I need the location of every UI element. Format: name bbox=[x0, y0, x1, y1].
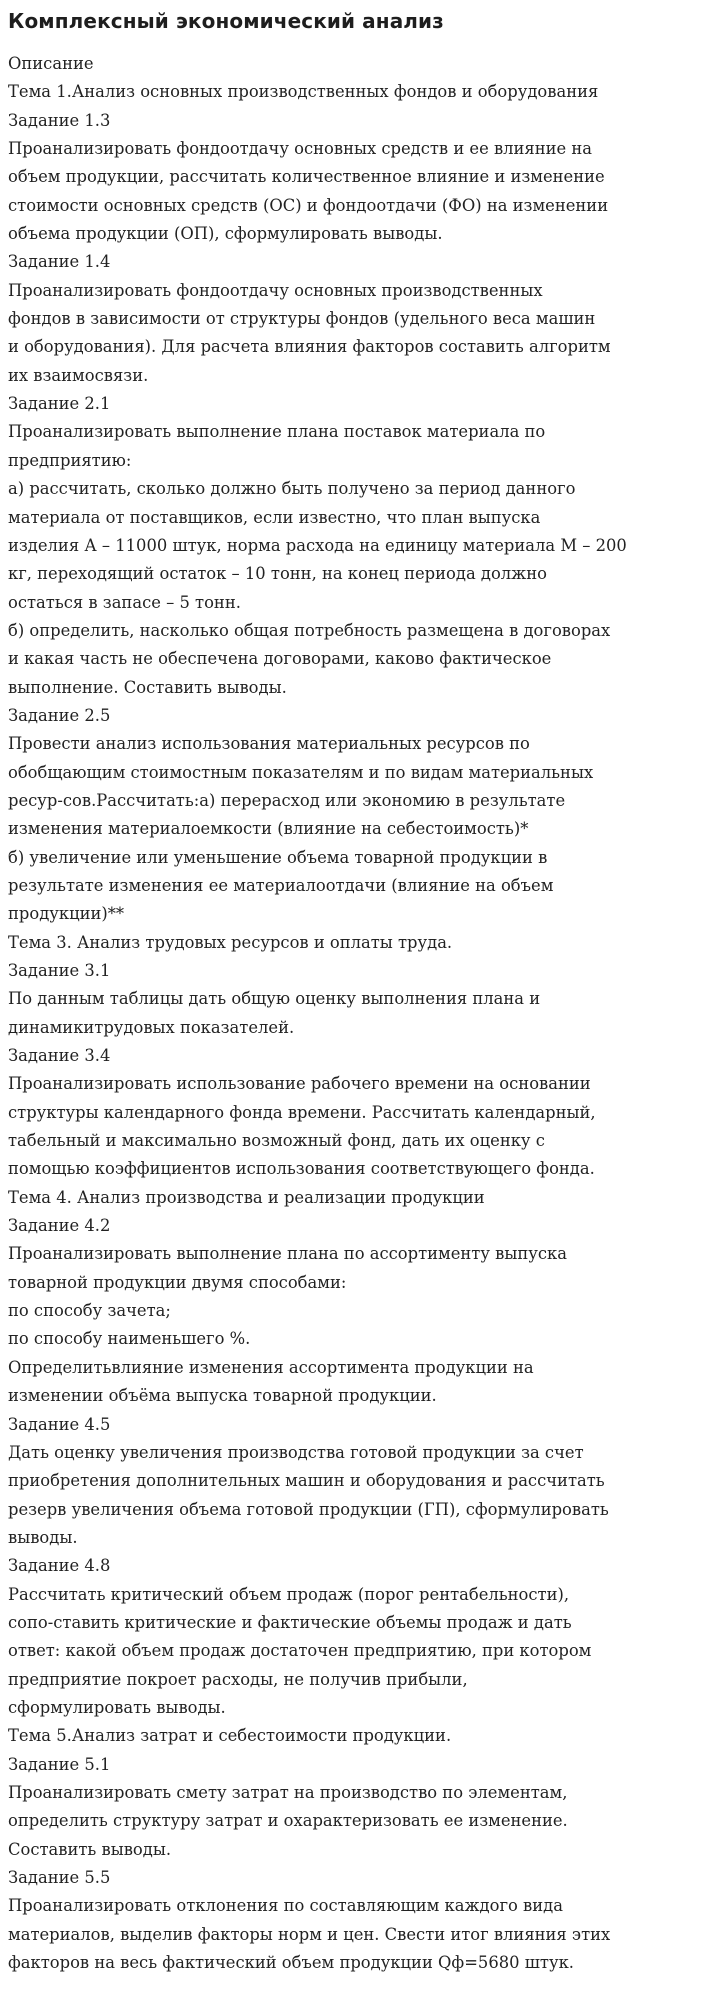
text-line: Проанализировать отклонения по составляющим каждого вида bbox=[8, 1896, 563, 1916]
text-line: Описание bbox=[8, 54, 94, 73]
document-title: Комплексный экономический анализ bbox=[8, 9, 444, 33]
text-line: изделия А – 11000 штук, норма расхода на единицу материала М – 200 bbox=[8, 535, 627, 555]
text-line: ресур-сов.Рассчитать:а) перерасход или экономию в результате bbox=[8, 790, 566, 810]
text-line: кг, переходящий остаток – 10 тонн, на конец периода должно bbox=[8, 564, 547, 584]
text-line: резерв увеличения объема готовой продукции (ГП), сформулировать bbox=[8, 1499, 609, 1519]
text-line: результате изменения ее материалоотдачи (влияние на объем bbox=[8, 875, 554, 895]
text-line: приобретения дополнительных машин и оборудования и рассчитать bbox=[8, 1471, 605, 1491]
text-line: стоимости основных средств (ОС) и фондоотдачи (ФО) на изменении bbox=[8, 195, 609, 215]
text-line: продукции)** bbox=[8, 904, 125, 924]
text-line: а) рассчитать, сколько должно быть получено за период данного bbox=[8, 479, 576, 499]
text-line: помощью коэффициентов использования соответствующего фонда. bbox=[8, 1159, 595, 1179]
text-line: материала от поставщиков, если известно, что план выпуска bbox=[8, 507, 541, 527]
document-body bbox=[8, 50, 696, 1977]
text-line: Задание 4.8 bbox=[8, 1556, 111, 1576]
text-line: Задание 3.4 bbox=[8, 1046, 111, 1066]
text-line: Определитьвлияние изменения ассортимента продукции на bbox=[8, 1357, 534, 1377]
text-line: сопо-ставить критические и фактические объемы продаж и дать bbox=[8, 1612, 572, 1632]
text-line: табельный и максимально возможный фонд, дать их оценку с bbox=[8, 1131, 545, 1151]
text-line: Задание 2.5 bbox=[8, 705, 111, 725]
text-line: Задание 4.5 bbox=[8, 1414, 111, 1434]
text-line: товарной продукции двумя способами: bbox=[8, 1272, 347, 1292]
text-line: б) определить, насколько общая потребность размещена в договорах bbox=[8, 620, 611, 640]
document-page bbox=[8, 0, 696, 1977]
text-line: Задание 4.2 bbox=[8, 1216, 111, 1236]
text-line: материалов, выделив факторы норм и цен. Свести итог влияния этих bbox=[8, 1924, 611, 1944]
text-line: предприятию: bbox=[8, 450, 132, 470]
text-line: объем продукции, рассчитать количественное влияние и изменение bbox=[8, 167, 605, 187]
text-line: Проанализировать фондоотдачу основных производственных bbox=[8, 280, 543, 300]
text-line: динамикитрудовых показателей. bbox=[8, 1017, 295, 1037]
text-line: изменении объёма выпуска товарной продукции. bbox=[8, 1386, 437, 1406]
text-line: Рассчитать критический объем продаж (порог рентабельности), bbox=[8, 1584, 570, 1604]
text-line: выводы. bbox=[8, 1527, 78, 1547]
text-line: Проанализировать фондоотдачу основных средств и ее влияние на bbox=[8, 139, 593, 159]
text-line: Тема 1.Анализ основных производственных фондов и оборудования bbox=[8, 82, 599, 102]
text-line: Тема 4. Анализ производства и реализации продукции bbox=[8, 1187, 485, 1207]
text-line: Проанализировать выполнение плана по ассортименту выпуска bbox=[8, 1244, 567, 1264]
text-line: их взаимосвязи. bbox=[8, 365, 149, 385]
text-line: выполнение. Составить выводы. bbox=[8, 677, 287, 697]
text-line: Задание 5.5 bbox=[8, 1868, 111, 1887]
text-line: обобщающим стоимостным показателям и по видам материальных bbox=[8, 762, 594, 782]
text-line: Проанализировать выполнение плана поставок материала по bbox=[8, 422, 546, 442]
text-line: Задание 2.1 bbox=[8, 394, 111, 414]
text-line: определить структуру затрат и охарактеризовать ее изменение. bbox=[8, 1811, 568, 1831]
text-line: и какая часть не обеспечена договорами, каково фактическое bbox=[8, 649, 552, 669]
text-line: ответ: какой объем продаж достаточен предприятию, при котором bbox=[8, 1641, 592, 1661]
text-line: факторов на весь фактический объем продукции Qф=5680 штук. bbox=[8, 1953, 574, 1973]
text-line: и оборудования). Для расчета влияния факторов составить алгоритм bbox=[8, 337, 611, 357]
text-line: изменения материалоемкости (влияние на себестоимость)* bbox=[8, 819, 529, 839]
text-line: Провести анализ использования материальных ресурсов по bbox=[8, 734, 530, 754]
text-line: б) увеличение или уменьшение объема товарной продукции в bbox=[8, 847, 548, 867]
text-line: структуры календарного фонда времени. Рассчитать календарный, bbox=[8, 1102, 596, 1122]
text-line: по способу зачета; bbox=[8, 1301, 171, 1321]
text-line: объема продукции (ОП), сформулировать выводы. bbox=[8, 224, 443, 244]
text-line: Проанализировать использование рабочего времени на основании bbox=[8, 1074, 591, 1094]
text-line: Задание 3.1 bbox=[8, 961, 111, 980]
text-line: Дать оценку увеличения производства готовой продукции за счет bbox=[8, 1442, 584, 1462]
text-line: Задание 5.1 bbox=[8, 1754, 111, 1774]
text-line: Составить выводы. bbox=[8, 1839, 172, 1859]
text-line: Проанализировать смету затрат на производство по элементам, bbox=[8, 1782, 568, 1802]
text-line: Тема 3. Анализ трудовых ресурсов и оплаты труда. bbox=[8, 932, 453, 952]
text-line: остаться в запасе – 5 тонн. bbox=[8, 592, 241, 612]
text-line: Тема 5.Анализ затрат и себестоимости продукции. bbox=[8, 1726, 452, 1746]
text-line: фондов в зависимости от структуры фондов (удельного веса машин bbox=[8, 309, 596, 329]
text-line: Задание 1.3 bbox=[8, 110, 111, 130]
text-line: По данным таблицы дать общую оценку выполнения плана и bbox=[8, 989, 541, 1009]
text-line: предприятие покроет расходы, не получив прибыли, bbox=[8, 1669, 468, 1689]
text-line: сформулировать выводы. bbox=[8, 1697, 226, 1717]
text-line: Задание 1.4 bbox=[8, 252, 111, 272]
text-line: по способу наименьшего %. bbox=[8, 1329, 251, 1349]
